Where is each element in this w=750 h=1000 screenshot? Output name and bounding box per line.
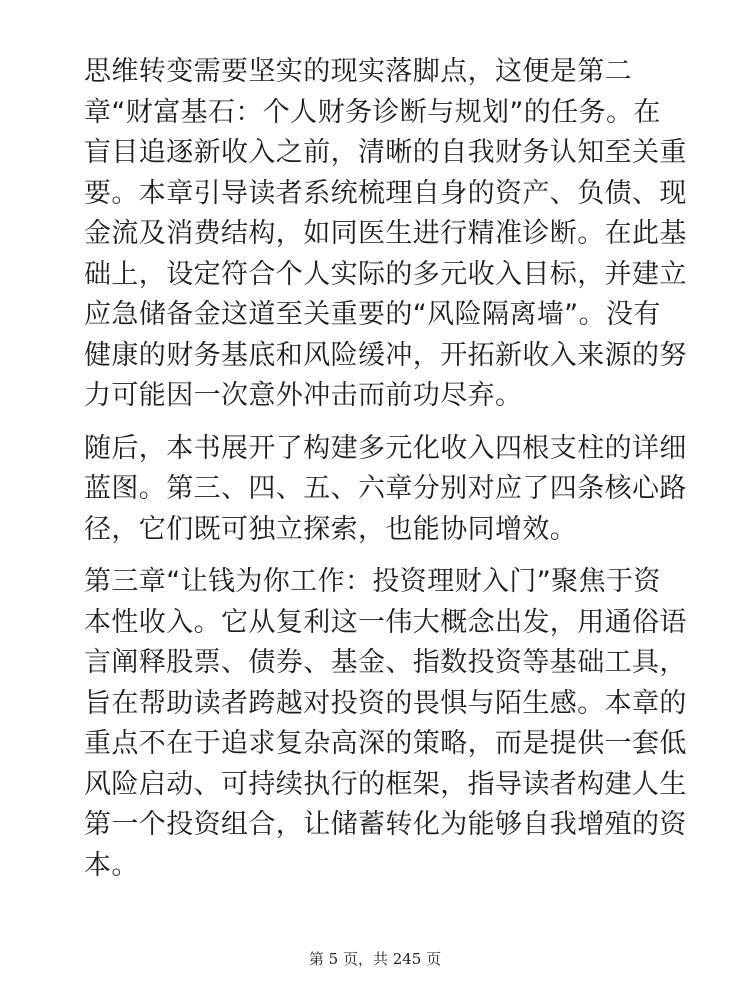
- text-line: 随后，本书展开了构建多元化收入四根支柱的详细: [84, 432, 687, 464]
- document-body: [84, 52, 687, 898]
- text-line: 第一个投资组合，让储蓄转化为能够自我增殖的资: [84, 809, 687, 840]
- text-line: 风险启动、可持续执行的框架，指导读者构建人生: [84, 768, 687, 800]
- text-line: 盲目追逐新收入之前，清晰的自我财务认知至关重: [84, 137, 687, 168]
- text-line: 旨在帮助读者跨越对投资的畏惧与陌生感。本章的: [84, 687, 687, 719]
- text-line: 本。: [84, 849, 139, 881]
- text-line: 本性收入。它从复利这一伟大概念出发，用通俗语: [84, 606, 687, 638]
- text-line: 重点不在于追求复杂高深的策略，而是提供一套低: [84, 728, 687, 759]
- page-number-footer: 第 5 页，共 245 页: [308, 950, 442, 968]
- text-line: 础上，设定符合个人实际的多元收入目标，并建立: [84, 258, 687, 290]
- paragraph-chapter-three: [84, 562, 687, 886]
- paragraph-four-pillars: [84, 429, 687, 551]
- text-line: 健康的财务基底和风险缓冲，开拓新收入来源的努: [84, 339, 687, 371]
- text-line: 力可能因一次意外冲击而前功尽弃。: [84, 380, 523, 411]
- text-line: 第三章“让钱为你工作：投资理财入门”聚焦于资: [84, 566, 661, 597]
- text-line: 蓝图。第三、四、五、六章分别对应了四条核心路: [84, 473, 687, 504]
- text-line: 言阐释股票、债券、基金、指数投资等基础工具，: [84, 647, 687, 678]
- text-line: 径，它们既可独立探索，也能协同增效。: [84, 513, 578, 545]
- text-line: 应急储备金这道至关重要的“风险隔离墙”。没有: [84, 299, 661, 330]
- text-line: 金流及消费结构，如同医生进行精准诊断。在此基: [84, 218, 687, 249]
- text-line: 章“财富基石：个人财务诊断与规划”的任务。在: [84, 96, 661, 128]
- text-line: 要。本章引导读者系统梳理自身的资产、负债、现: [84, 177, 687, 209]
- paragraph-chapter-two: [84, 52, 687, 417]
- text-line: 思维转变需要坚实的现实落脚点，这便是第二: [84, 56, 632, 87]
